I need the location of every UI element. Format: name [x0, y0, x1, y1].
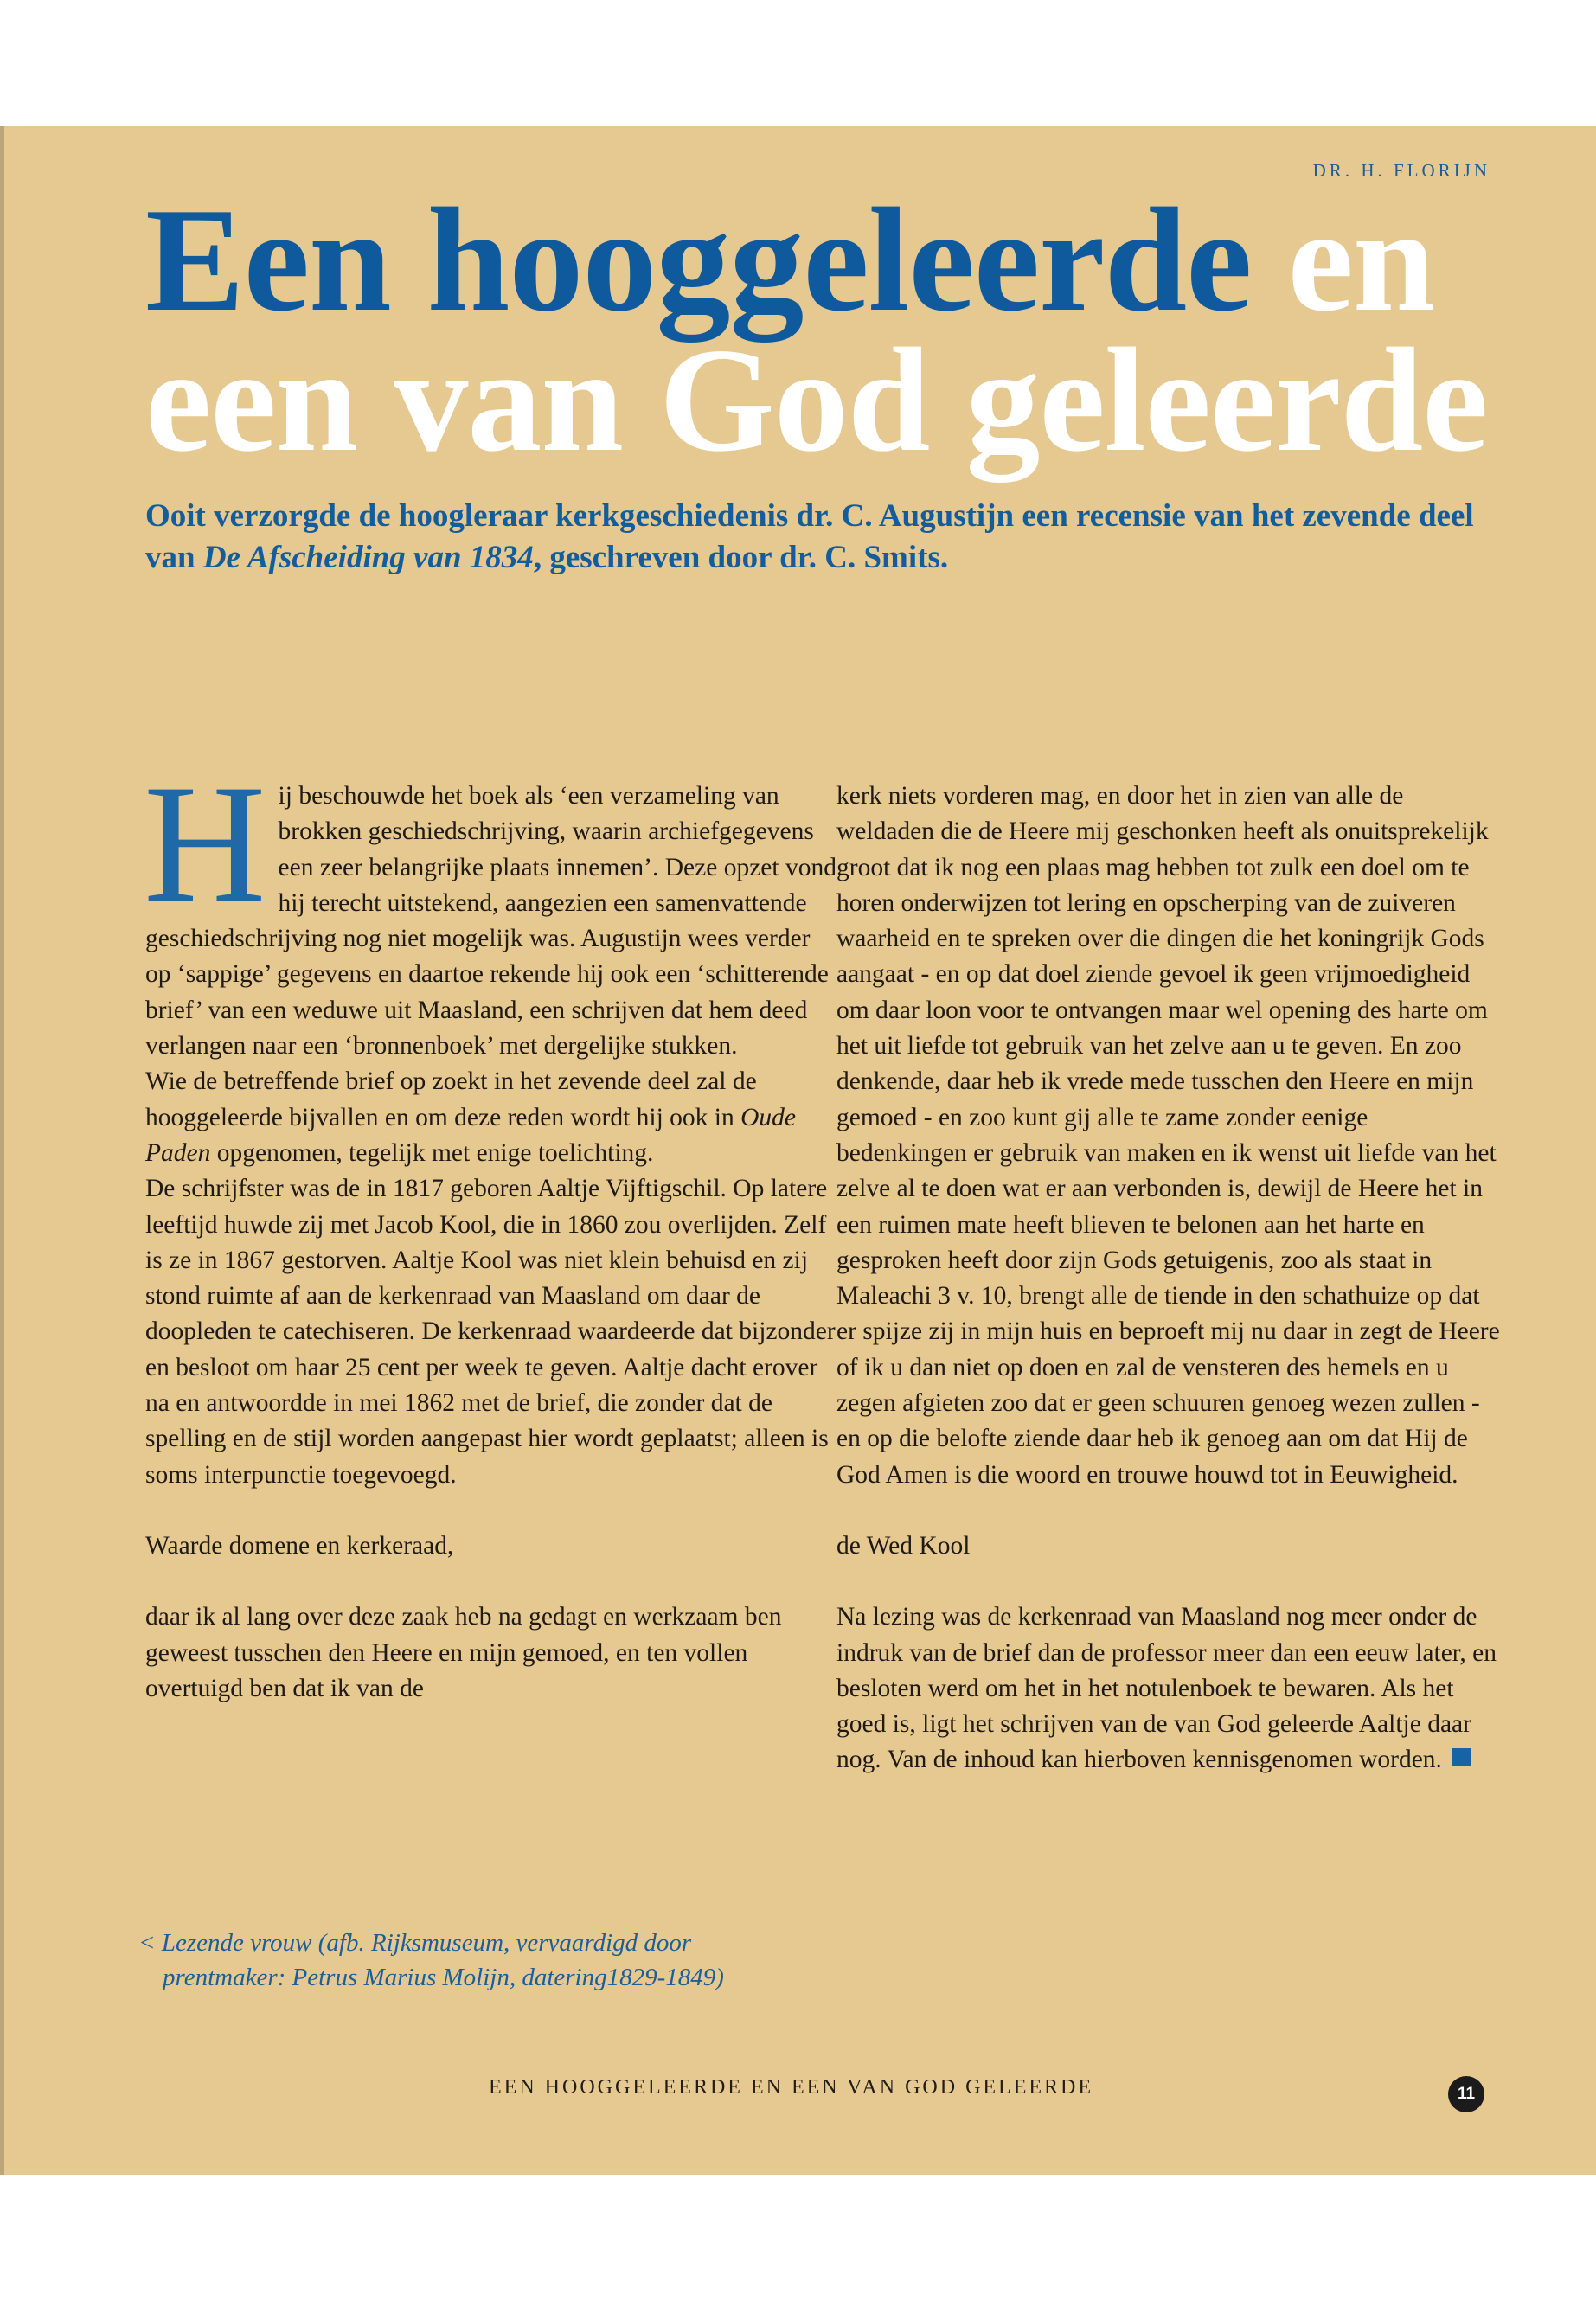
caption-line-1: < Lezende vrouw (afb. Rijksmuseum, vervaardigd door [138, 1929, 692, 1957]
spacer [145, 1493, 837, 1529]
article-title [145, 178, 1547, 483]
oude-paden-title: Oude Paden [145, 1103, 797, 1167]
paragraph-text: Wie de betreffende brief op zoekt in het zevende deel zal de hooggeleerde bijvallen en om deze reden wordt hij ook in [145, 1067, 757, 1131]
page-number: 11 [1448, 2076, 1484, 2112]
lead-text-end: , geschreven door dr. C. Smits. [533, 540, 949, 575]
lead-paragraph [145, 496, 1495, 579]
drop-cap: H [144, 750, 266, 938]
left-column [144, 750, 837, 1707]
author-byline: DR. H. FLORIJN [1312, 160, 1490, 181]
letter-signature: de Wed Kool [836, 1531, 971, 1560]
letter-body-start: daar ik al lang over deze zaak heb na gedagt en werkzaam ben geweest tusschen den Heere en mijn gemoed, en ten vollen overtuigd ben dat ik van de [145, 1603, 782, 1702]
image-caption [138, 1926, 796, 1995]
closing-paragraph [836, 1599, 1503, 1778]
title-part-white: en [1287, 178, 1435, 343]
paragraph-text-end: opgenomen, tegelijk met enige toelichting. [210, 1138, 654, 1167]
running-footer: EEN HOOGGELEERDE EN EEN VAN GOD GELEERDE [489, 2076, 1094, 2099]
right-column [836, 779, 1503, 1779]
intro-paragraph [144, 750, 837, 1064]
spacer [836, 1493, 1503, 1529]
closing-text: Na lezing was de kerkenraad van Maasland nog meer onder de indruk van de brief dan de professor meer dan een eeuw later, en besloten werd om het in het notulenboek te bewaren. Als het goed is, ligt het schrijven van de van God geleerde Aaltje daar nog. Van de inhoud kan hierboven kennisgenomen worden. [836, 1603, 1497, 1774]
intro-text: ij beschouwde het boek als ‘een verzameling van brokken geschiedschrijving, waarin archiefgegevens een zeer belangrijke plaats innemen’. Deze opzet vond hij terecht uitstekend, aangezien een samenvattende geschiedschrijving nog niet mogelijk was. Augustijn wees verder op ‘sappige’ gegevens en daartoe rekende hij ook een ‘schitterende brief’ van een weduwe uit Maasland, een schrijven dat hem deed verlangen naar een ‘bronnenboek’ met dergelijke stukken. [145, 782, 836, 1061]
paragraph-author-bio: De schrijfster was de in 1817 geboren Aaltje Vijftigschil. Op latere leeftijd huwde zij met Jacob Kool, die in 1860 zou overlijden. Zelf is ze in 1867 gestorven. Aaltje Kool was niet klein behuisd en zij stond ruimte af aan de kerkenraad van Maasland om daar de doopleden te catechiseren. De kerkenraad waardeerde dat bijzonder en besloot om haar 25 cent per week te geven. Aaltje dacht erover na en antwoordde in mei 1862 met de brief, die zonder dat de spelling en de stijl worden aangepast hier wordt geplaatst; alleen is soms interpunctie toegevoegd. [145, 1175, 836, 1489]
page-edge [0, 126, 4, 2175]
caption-line-2: prentmaker: Petrus Marius Molijn, datering1829-1849) [163, 1964, 724, 1991]
title-part-blue: Een hooggeleerde [145, 178, 1252, 343]
spacer [836, 1564, 1503, 1599]
letter-salutation: Waarde domene en kerkeraad, [145, 1531, 454, 1560]
end-mark-icon [1452, 1748, 1471, 1766]
letter-body-continued: kerk niets vorderen mag, en door het in zien van alle de weldaden die de Heere mij geschonken heeft als onuitsprekelijk groot dat ik nog een plaas mag hebben tot zulk een doel om te horen onderwijzen tot lering en opscherping van de zuiveren waarheid en te spreken over die dingen die het koningrijk Gods aangaat - en op dat doel ziende gevoel ik geen vrijmoedigheid om daar loon voor te ontvangen maar wel opening des harte om het uit liefde tot gebruik van het zelve aan u te geven. En zoo denkende, daar heb ik vrede mede tusschen den Heere en mijn gemoed - en zoo kunt gij alle te zame zonder eenige bedenkingen er gebruik van maken en ik wenst uit liefde van het zelve al te doen wat er aan verbonden is, dewijl de Heere het in een ruimen mate heeft blieven te belonen aan het harte en gesproken heeft door zijn Gods getuigenis, zoo als staat in Maleachi 3 v. 10, brengt alle de tiende in den schathuize op dat er spijze zij in mijn huis en beproeft mij nu daar in zegt de Heere of ik u dan niet op doen en zal de vensteren des hemels en u zegen afgieten zoo dat er geen schuuren genoeg wezen zullen - en op die belofte ziende daar heb ik genoeg aan om dat Hij de God Amen is die woord en trouwe houwd tot in Eeuwigheid. [836, 782, 1500, 1489]
lead-text: Ooit verzorgde de hoogleraar kerkgeschiedenis dr. C. Augustijn een recensie van het zevende deel van [145, 498, 1474, 575]
title-line-two: een van God geleerde [145, 318, 1488, 483]
lead-book-title: De Afscheiding van 1834 [202, 540, 534, 575]
paragraph-brief [145, 1064, 837, 1171]
spacer [145, 1564, 837, 1599]
